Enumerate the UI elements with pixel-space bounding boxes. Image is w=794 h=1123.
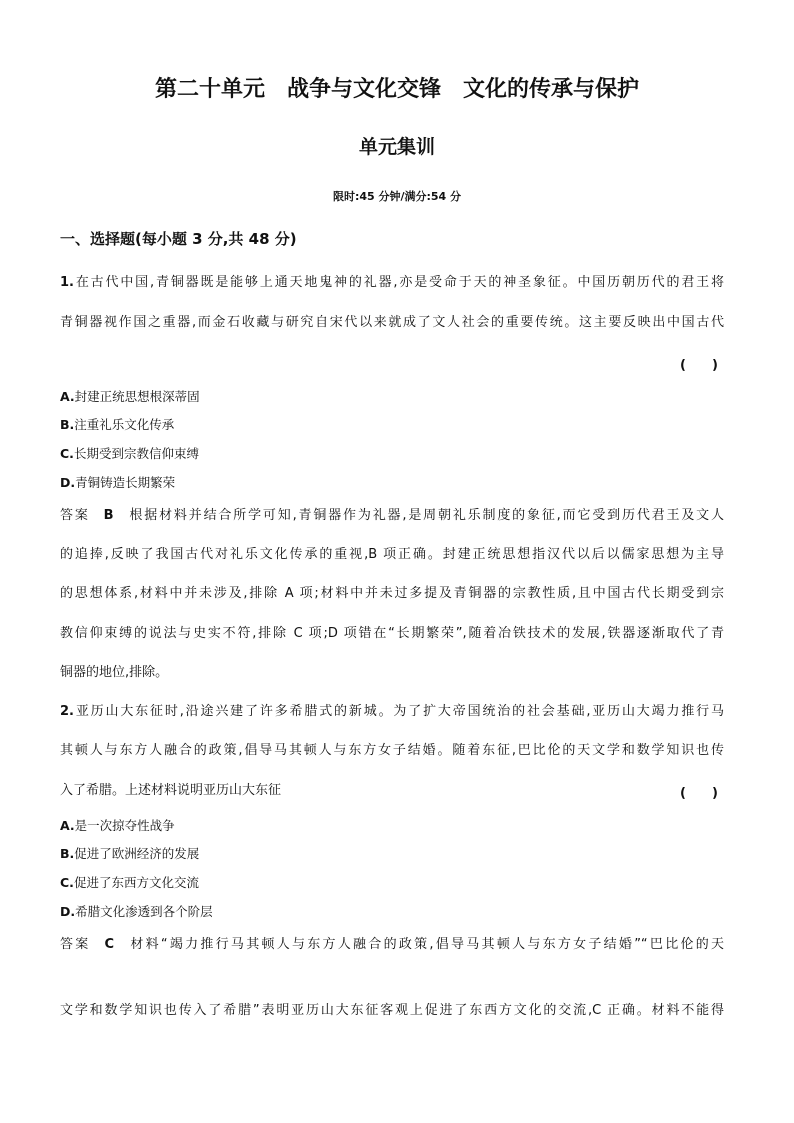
question-1-answer-label: 答案 <box>60 508 90 523</box>
question-2-explanation-line-2: 文学和数学知识也传入了希腊”表明亚历山大东征客观上促进了东西方文化的交流,C 正确。材料不能得 <box>60 1003 724 1018</box>
question-1-answer-bracket: ( ) <box>680 358 718 373</box>
question-2-option-b: B.促进了欧洲经济的发展 <box>60 846 200 861</box>
question-2-answer-bracket: ( ) <box>680 786 718 801</box>
question-2-answer-letter: C <box>104 937 115 952</box>
question-2-number: 2. <box>60 704 74 719</box>
question-1-number: 1. <box>60 275 74 290</box>
question-2-option-c: C.促进了东西方文化交流 <box>60 875 199 890</box>
question-1-explanation-line-2: 的追捧,反映了我国古代对礼乐文化传承的重视,B 项正确。封建正统思想指汉代以后以儒家思想为主导 <box>60 547 724 562</box>
question-2-option-a: A.是一次掠夺性战争 <box>60 818 175 833</box>
question-1-option-a: A.封建正统思想根深蒂固 <box>60 389 200 404</box>
question-1-stem-line-2: 青铜器视作国之重器,而金石收藏与研究自宋代以来就成了文人社会的重要传统。这主要反映出中国古代 <box>60 315 724 330</box>
question-1-explanation-line-3: 的思想体系,材料中并未涉及,排除 A 项;材料中并未过多提及青铜器的宗教性质,且中国古代长期受到宗 <box>60 586 724 601</box>
question-2-option-d: D.希腊文化渗透到各个阶层 <box>60 904 213 919</box>
unit-subtitle: 单元集训 <box>358 136 435 158</box>
question-2-stem-line-3: 入了希腊。上述材料说明亚历山大东征 <box>60 783 282 798</box>
question-2-answer-label: 答案 <box>60 937 91 952</box>
question-1-option-b: B.注重礼乐文化传承 <box>60 417 175 432</box>
time-and-score-limit: 限时:45 分钟/满分:54 分 <box>332 190 462 203</box>
question-2-answer-line-1: 答案 C 材料“竭力推行马其顿人与东方人融合的政策,倡导马其顿人与东方女子结婚”“巴比伦的天 <box>60 937 724 952</box>
section-heading: 一、选择题(每小题 3 分,共 48 分) <box>60 230 297 248</box>
question-1-answer-letter: B <box>103 508 114 523</box>
question-2-stem-line-2: 其顿人与东方人融合的政策,倡导马其顿人与东方女子结婚。随着东征,巴比伦的天文学和数学知识也传 <box>60 743 724 758</box>
question-2-stem-line-1: 2.亚历山大东征时,沿途兴建了许多希腊式的新城。为了扩大帝国统治的社会基础,亚历山大竭力推行马 <box>60 704 724 719</box>
question-1-answer-line-1: 答案 B 根据材料并结合所学可知,青铜器作为礼器,是周朝礼乐制度的象征,而它受到历代君王及文人 <box>60 508 724 523</box>
question-1-explanation-line-5: 铜器的地位,排除。 <box>60 665 169 680</box>
question-1-stem-line-1: 1.在古代中国,青铜器既是能够上通天地鬼神的礼器,亦是受命于天的神圣象征。中国历朝历代的君王将 <box>60 275 724 290</box>
unit-title: 第二十单元 战争与文化交锋 文化的传承与保护 <box>154 77 639 102</box>
question-1-option-c: C.长期受到宗教信仰束缚 <box>60 446 199 461</box>
question-1-option-d: D.青铜铸造长期繁荣 <box>60 475 176 490</box>
question-1-explanation-line-4: 教信仰束缚的说法与史实不符,排除 C 项;D 项错在“长期繁荣”,随着冶铁技术的发展,铁器逐渐取代了青 <box>60 626 724 641</box>
